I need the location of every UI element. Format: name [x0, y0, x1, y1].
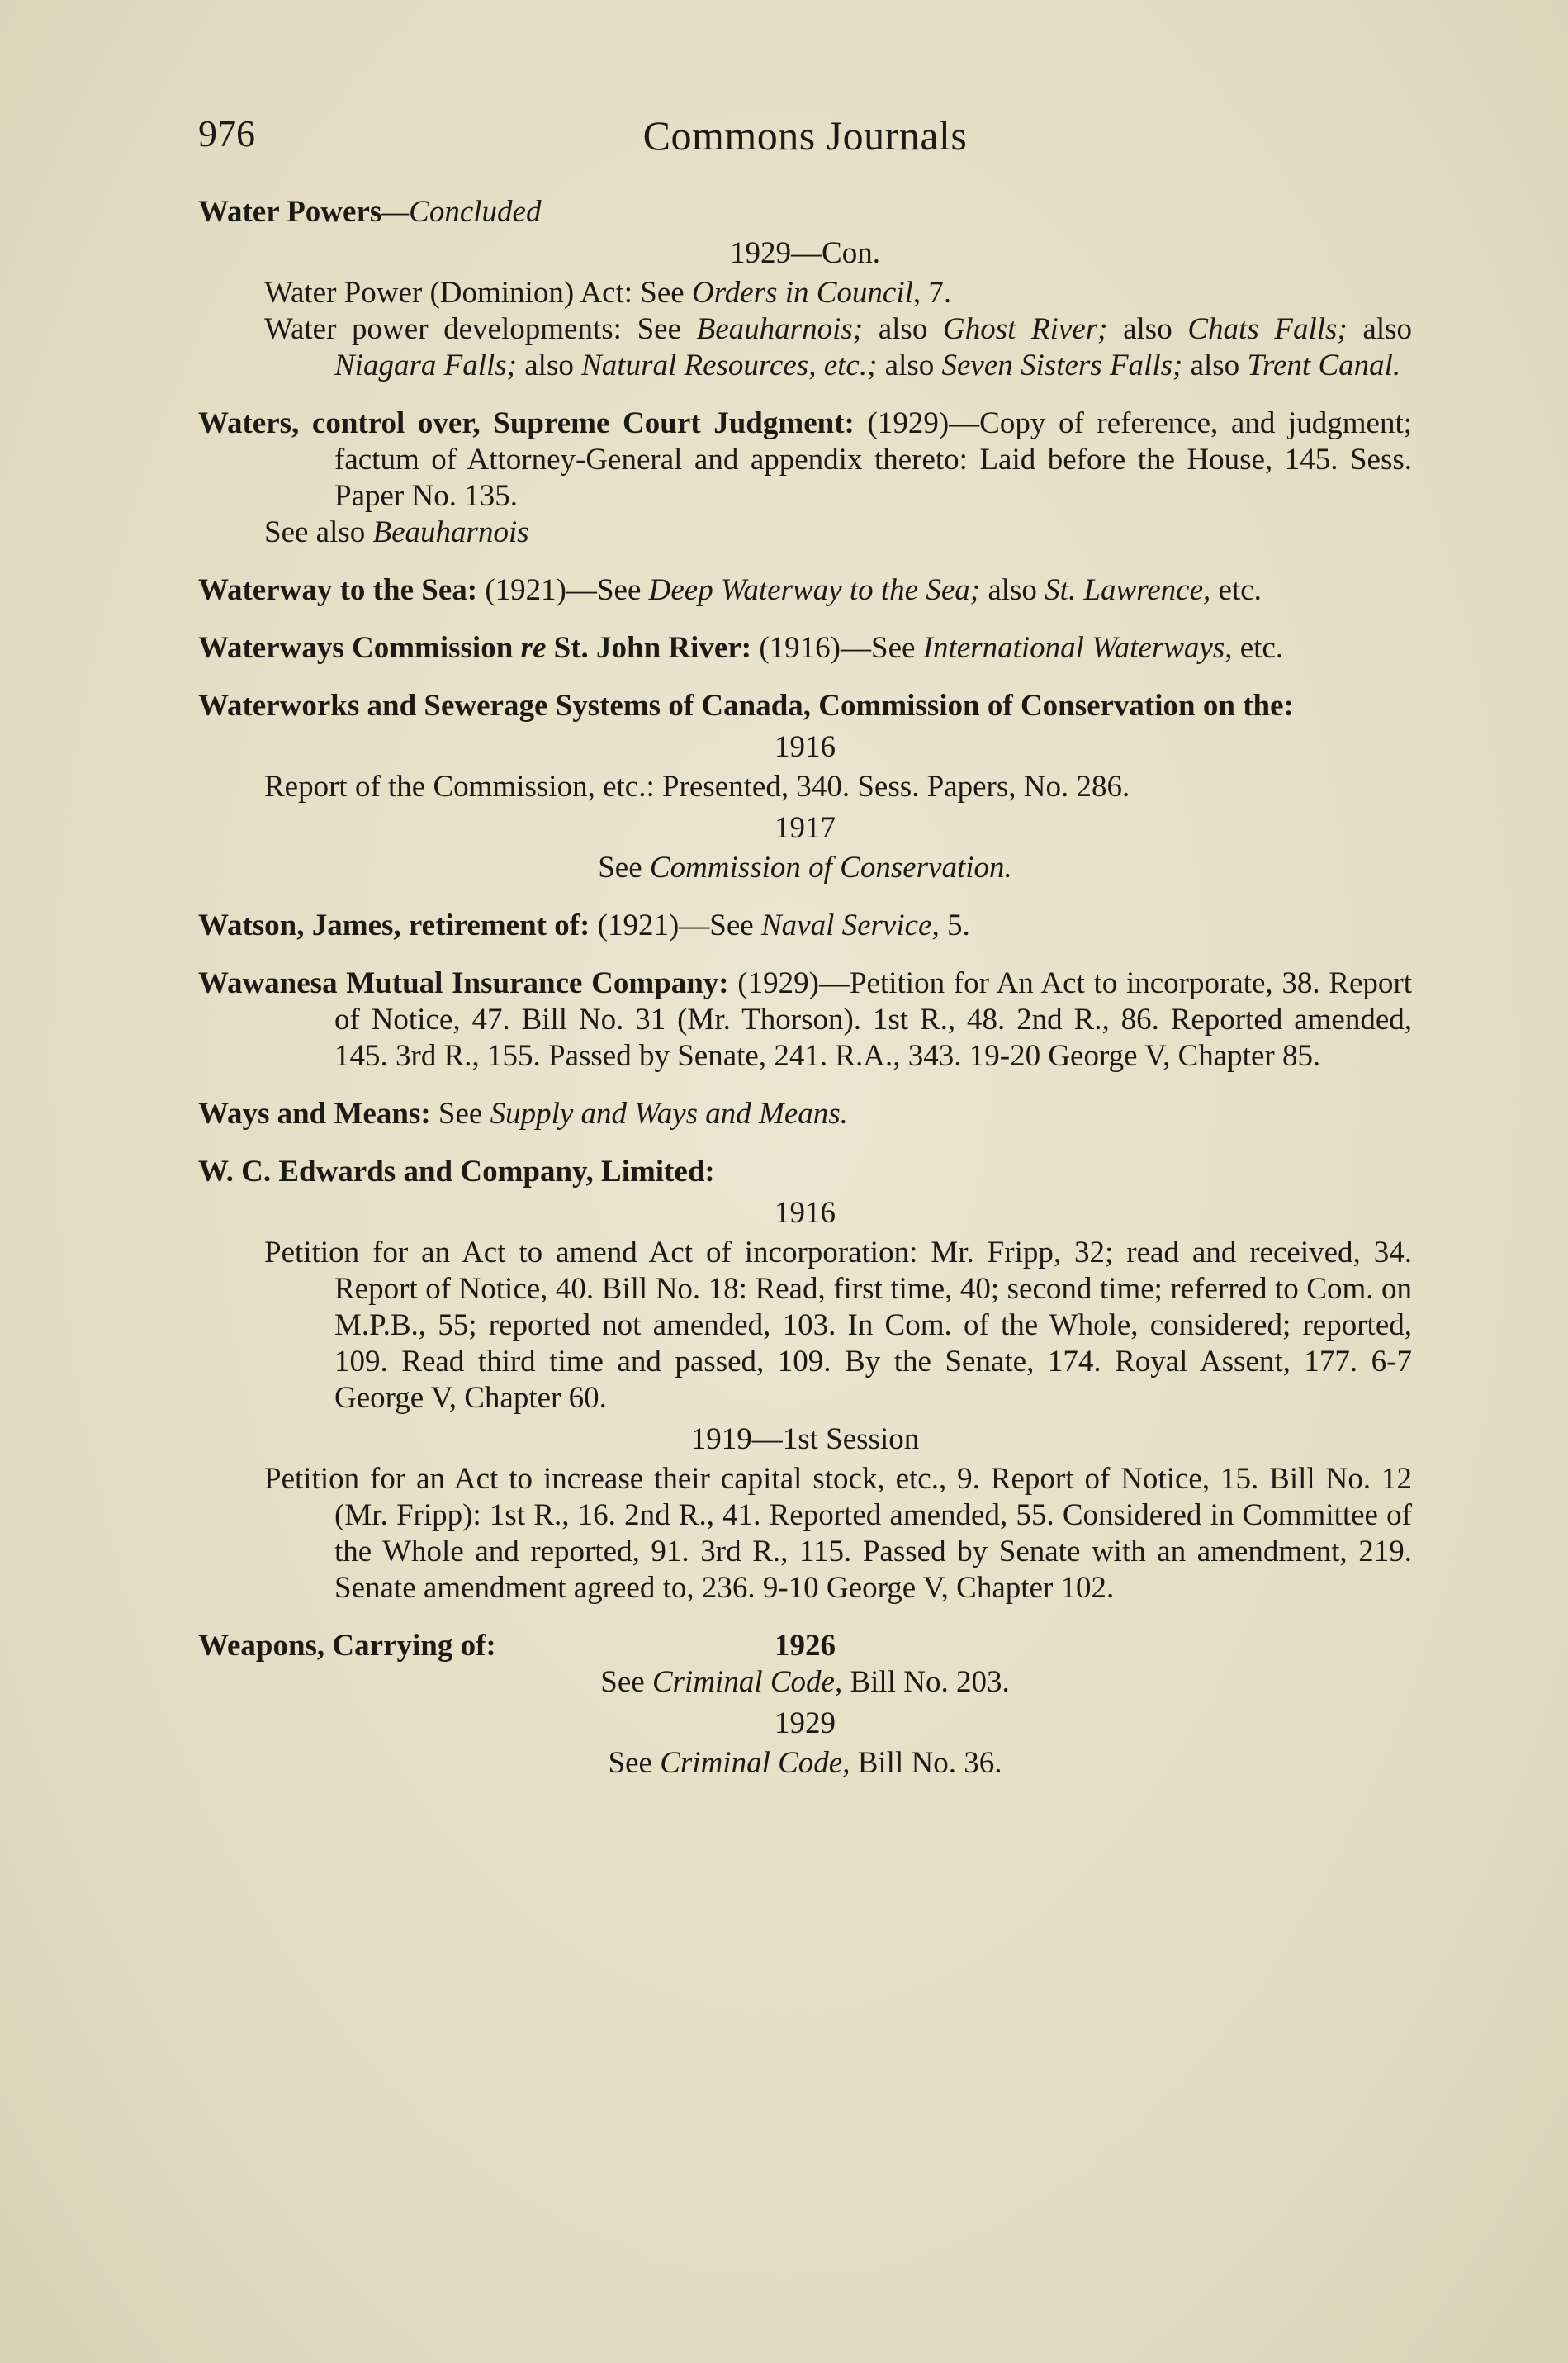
- cross-reference: Orders in Council: [691, 276, 913, 310]
- year-label: 1929: [775, 1706, 836, 1740]
- entry-text: [198, 966, 1412, 1075]
- cross-reference: Criminal Code,: [660, 1746, 850, 1780]
- see-line: [198, 1745, 1412, 1782]
- year-label: 1916: [775, 1196, 836, 1230]
- text: , 7.: [912, 276, 952, 310]
- entry-heading: Weapons, Carrying of:: [198, 1629, 496, 1663]
- entry-text: [198, 1096, 1412, 1132]
- text: also: [980, 573, 1045, 607]
- cross-reference: Chats Falls;: [1187, 312, 1348, 346]
- text: See: [600, 1665, 652, 1699]
- entry-waterworks: [198, 688, 1412, 886]
- text: See: [430, 1097, 490, 1131]
- cross-reference: Beauharnois: [372, 515, 529, 549]
- cross-reference: Criminal Code,: [651, 1665, 843, 1699]
- entry-text: [198, 572, 1412, 609]
- cross-reference: Naval Service,: [760, 909, 940, 942]
- text: also: [863, 312, 943, 346]
- cross-reference: International Waterways,: [922, 631, 1233, 665]
- see-also-line: [198, 515, 1412, 551]
- year-label: [198, 235, 1412, 272]
- entry-heading: Waters, control over, Supreme Court Judgment:: [198, 406, 855, 440]
- sub-entry-developments: [198, 311, 1412, 384]
- text: etc.: [1232, 631, 1284, 665]
- heading-part: Waterways Commission: [198, 631, 521, 665]
- entry-heading: Water Powers: [198, 195, 382, 229]
- index-body: [198, 194, 1412, 1803]
- text: etc.: [1210, 573, 1262, 607]
- sub-entry-act: [198, 275, 1412, 311]
- cross-reference: Natural Resources, etc.;: [581, 349, 878, 382]
- text: 5.: [939, 909, 970, 942]
- see-line: [198, 1664, 1412, 1701]
- year-label: 1926: [775, 1629, 836, 1663]
- entry-heading-line: [198, 194, 1412, 230]
- continued-marker: —Concluded: [381, 195, 542, 229]
- entry-heading: Waterworks and Sewerage Systems of Canada, Commission of Conservation on the:: [198, 689, 1294, 723]
- cross-reference: Trent Canal.: [1247, 349, 1401, 382]
- text: Bill No. 203.: [842, 1665, 1010, 1699]
- text: Water Power (Dominion) Act: See: [264, 276, 692, 310]
- heading-part: re: [520, 631, 547, 665]
- text: Water power developments: See: [264, 312, 697, 346]
- page-number: 976: [198, 112, 255, 154]
- sub-entry: Report of the Commission, etc.: Presented, 340. Sess. Papers, No. 286.: [264, 770, 1130, 804]
- text: (1921)—See: [477, 573, 649, 607]
- entry-heading: W. C. Edwards and Company, Limited:: [198, 1155, 715, 1189]
- entry-heading: Watson, James, retirement of:: [198, 909, 590, 942]
- cross-reference: Deep Waterway to the Sea;: [648, 573, 981, 607]
- entry-text: [198, 908, 1412, 944]
- entry-heading-line: [198, 1628, 1412, 1664]
- cross-reference: Beauharnois;: [696, 312, 864, 346]
- page-header: [198, 112, 1412, 161]
- text: also: [1182, 349, 1248, 382]
- text: also: [1107, 312, 1188, 346]
- cross-reference: St. Lawrence,: [1045, 573, 1211, 607]
- text: also: [517, 349, 582, 382]
- sub-entry: Petition for an Act to increase their capital stock, etc., 9. Report of Notice, 15. Bill No. 12 (Mr. Fripp): 1st R., 16. 2nd R., 41. Reported amended, 55. Considered in Committee of the Whole and reported, 91. 3rd R., 115. Passed by Senate with an amendment, 219. Senate amendment agreed to, 236. 9-10 George V, Chapter 102.: [264, 1462, 1412, 1605]
- heading-part: St. John River:: [546, 631, 752, 665]
- entry-wawanesa: [198, 966, 1412, 1075]
- cross-reference: Seven Sisters Falls;: [941, 349, 1183, 382]
- entry-heading: Wawanesa Mutual Insurance Company:: [198, 966, 729, 1000]
- text: also: [1347, 312, 1412, 346]
- text: See: [608, 1746, 661, 1780]
- text: also: [877, 349, 942, 382]
- entry-text: [198, 630, 1412, 667]
- see-line: [198, 850, 1412, 886]
- entry-heading: Waterway to the Sea:: [198, 573, 478, 607]
- cross-reference: Commission of Conservation.: [649, 851, 1012, 885]
- year-label: 1916: [775, 730, 836, 764]
- entry-watson: [198, 908, 1412, 944]
- text: Bill No. 36.: [850, 1746, 1002, 1780]
- text: (1929)—Petition for An Act to incorporate, 38. Report of Notice, 47. Bill No. 31 (Mr. Thorson). 1st R., 48. 2nd R., 86. Reported amended, 145. 3rd R., 155. Passed by Senate, 241. R.A., 343. 19-20 George V, Chapter 85.: [334, 966, 1412, 1073]
- running-title: Commons Journals: [642, 112, 968, 159]
- text: See: [598, 851, 650, 885]
- text: See also: [264, 515, 373, 549]
- cross-reference: Supply and Ways and Means.: [490, 1097, 848, 1131]
- cross-reference: Niagara Falls;: [334, 349, 517, 382]
- year-label: 1917: [775, 811, 836, 845]
- entry-waterway-sea: [198, 572, 1412, 609]
- entry-waters-control: [198, 406, 1412, 551]
- text: (1929)—Copy of reference, and judgment; factum of Attorney-General and appendix thereto: Laid before the House, 145. Sess. Paper No. 135.: [334, 406, 1413, 513]
- entry-text: [198, 406, 1412, 515]
- text: (1921)—See: [590, 909, 761, 942]
- entry-ways-means: [198, 1096, 1412, 1132]
- text: (1916)—See: [751, 631, 923, 665]
- entry-wc-edwards: [198, 1154, 1412, 1606]
- entry-waterways-commission: [198, 630, 1412, 667]
- year-label: 1919—1st Session: [690, 1422, 920, 1456]
- sub-entry: Petition for an Act to amend Act of incorporation: Mr. Fripp, 32; read and received, 34. Report of Notice, 40. Bill No. 18: Read, first time, 40; second time; referred to Com. on M.P.B., 55; reported not amended, 103. In Com. of the Whole, considered; reported, 109. Read third time and passed, 109. By the Senate, 174. Royal Assent, 177. 6-7 George V, Chapter 60.: [264, 1236, 1412, 1415]
- year-text: 1929—Con.: [730, 236, 880, 270]
- entry-heading: [198, 631, 751, 665]
- entry-water-powers: [198, 194, 1412, 384]
- cross-reference: Ghost River;: [942, 312, 1108, 346]
- entry-heading: Ways and Means:: [198, 1097, 431, 1131]
- entry-weapons: [198, 1628, 1412, 1782]
